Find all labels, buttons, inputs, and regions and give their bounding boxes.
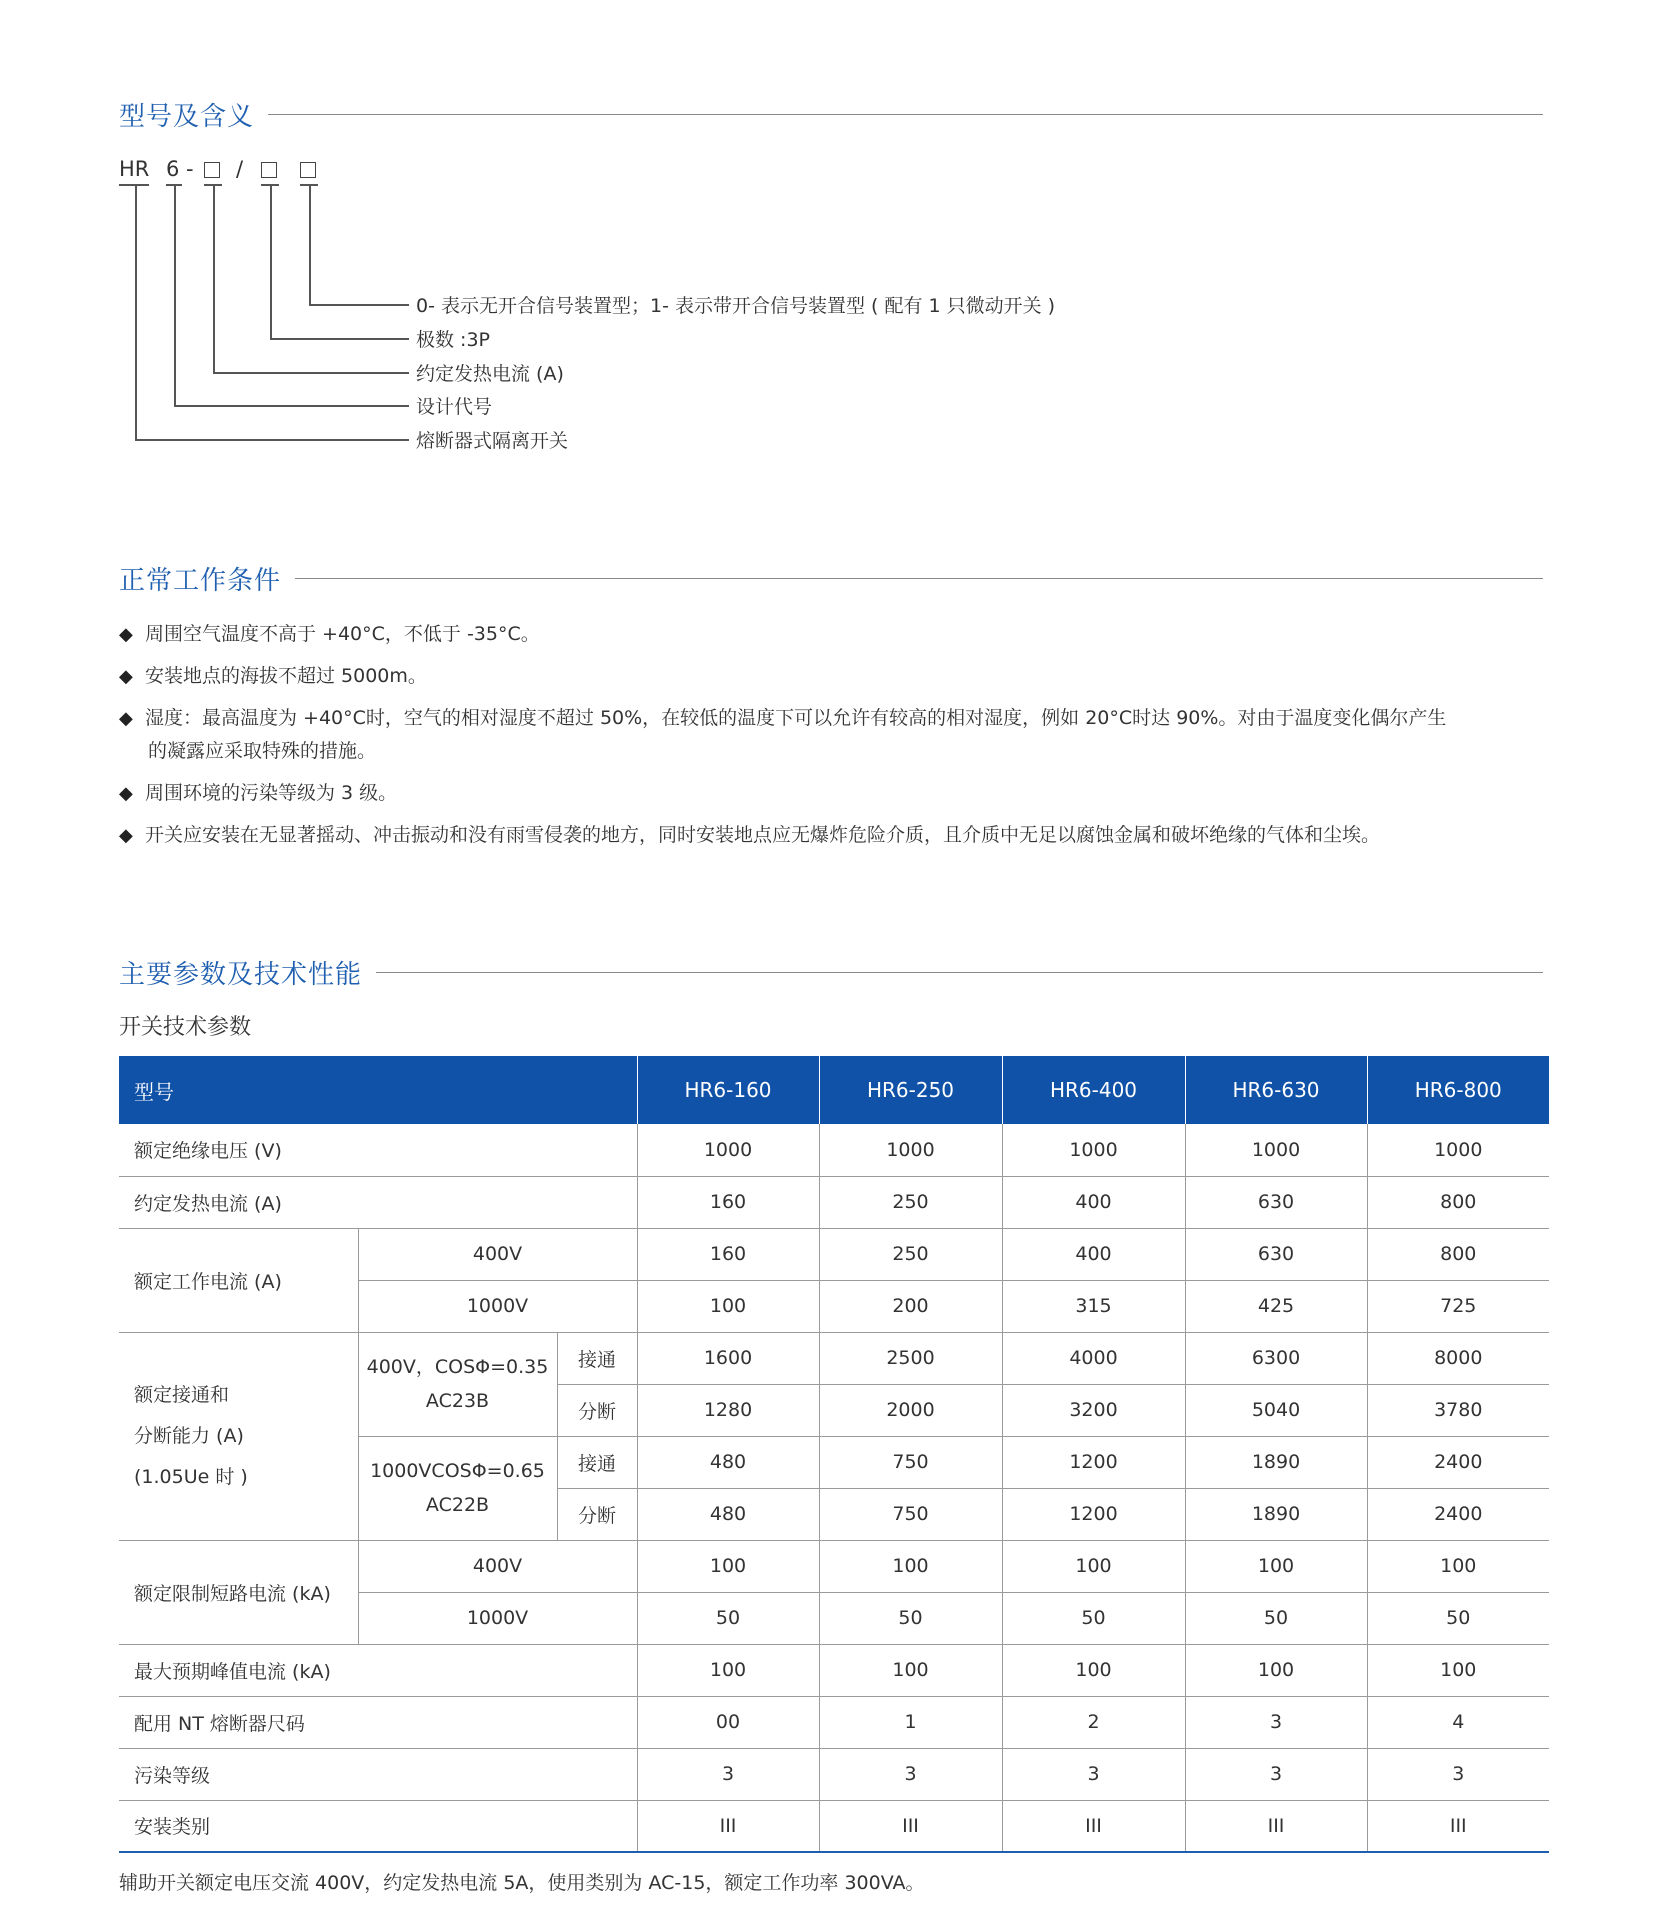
divider: [295, 578, 1543, 579]
table-cell: 50: [1367, 1592, 1549, 1644]
section-title: 型号及含义: [119, 101, 255, 132]
table-row: [119, 1748, 1549, 1800]
row-label: 最大预期峰值电流 (kA): [119, 1644, 637, 1696]
table-cell: 750: [819, 1436, 1002, 1488]
table-cell: 400: [1002, 1228, 1185, 1280]
header-cell: HR6-400: [1002, 1056, 1185, 1124]
table-cell: 2500: [819, 1332, 1002, 1384]
header-cell: HR6-250: [819, 1056, 1002, 1124]
table-cell: 800: [1367, 1228, 1549, 1280]
sub-label: 400V: [358, 1540, 637, 1592]
table-cell: 1200: [1002, 1436, 1185, 1488]
table-cell: 2: [1002, 1696, 1185, 1748]
legend-type: 熔断器式隔离开关: [416, 430, 569, 452]
leader-line: [213, 372, 409, 374]
table-cell: 1: [819, 1696, 1002, 1748]
row-label: 额定限制短路电流 (kA): [119, 1540, 358, 1644]
table-cell: 50: [637, 1592, 819, 1644]
table-cell: 1890: [1185, 1436, 1367, 1488]
table-cell: 3: [819, 1748, 1002, 1800]
table-cell: 250: [819, 1176, 1002, 1228]
table-cell: 2400: [1367, 1436, 1549, 1488]
table-cell: 2000: [819, 1384, 1002, 1436]
sub-label: 400V，COSΦ=0.35 AC23B: [358, 1332, 557, 1436]
header-cell: HR6-800: [1367, 1056, 1549, 1124]
leader-line: [213, 184, 215, 373]
sub-label: 1000V: [358, 1592, 637, 1644]
table-cell: 5040: [1185, 1384, 1367, 1436]
condition-item: ◆ 周围环境的污染等级为 3 级。: [119, 777, 1549, 810]
leader-line: [309, 184, 311, 305]
code-design: 6: [166, 157, 180, 181]
table-cell: 630: [1185, 1176, 1367, 1228]
table-cell: 1280: [637, 1384, 819, 1436]
table-cell: 100: [637, 1540, 819, 1592]
leader-line: [174, 184, 176, 406]
bullet-icon: ◆: [119, 783, 133, 804]
table-cell: 480: [637, 1436, 819, 1488]
placeholder-box-signal: [300, 162, 316, 178]
table-row: [119, 1800, 1549, 1852]
placeholder-box-current: [204, 162, 220, 178]
table-cell: 100: [1367, 1644, 1549, 1696]
row-label: 额定绝缘电压 (V): [119, 1124, 637, 1176]
table-cell: 1000: [1002, 1124, 1185, 1176]
leader-line: [135, 439, 409, 441]
table-cell: 3: [637, 1748, 819, 1800]
table-cell: 100: [1002, 1644, 1185, 1696]
leader-line: [309, 304, 409, 306]
table-cell: III: [637, 1800, 819, 1852]
table-cell: 100: [637, 1280, 819, 1332]
table-row: [119, 1332, 1549, 1384]
table-cell: 800: [1367, 1176, 1549, 1228]
table-cell: 00: [637, 1696, 819, 1748]
table-cell: 1200: [1002, 1488, 1185, 1540]
divider: [376, 972, 1543, 973]
sub-label: 接通: [557, 1436, 637, 1488]
condition-item: ◆ 周围空气温度不高于 +40°C，不低于 -35°C。: [119, 618, 1549, 651]
table-cell: 400: [1002, 1176, 1185, 1228]
table-cell: 6300: [1185, 1332, 1367, 1384]
table-cell: 4000: [1002, 1332, 1185, 1384]
table-cell: 1600: [637, 1332, 819, 1384]
table-cell: 315: [1002, 1280, 1185, 1332]
table-cell: 725: [1367, 1280, 1549, 1332]
table-cell: 750: [819, 1488, 1002, 1540]
table-cell: 100: [1185, 1644, 1367, 1696]
header-cell: HR6-160: [637, 1056, 819, 1124]
table-subtitle: 开关技术参数: [119, 1015, 252, 1040]
row-label: 额定接通和 分断能力 (A) (1.05Ue 时 ): [119, 1332, 358, 1540]
table-cell: 100: [819, 1540, 1002, 1592]
condition-item: ◆ 湿度：最高温度为 +40°C时，空气的相对湿度不超过 50%，在较低的温度下可以允许有较高的相对湿度，例如 20°C时达 90%。对由于温度变化偶尔产生 的凝露应采取特殊的措施。: [119, 702, 1549, 768]
table-cell: 3: [1002, 1748, 1185, 1800]
section-title: 正常工作条件: [119, 565, 282, 596]
sub-label: 1000V: [358, 1280, 637, 1332]
sub-label: 400V: [358, 1228, 637, 1280]
table-row: [119, 1176, 1549, 1228]
table-cell: III: [1002, 1800, 1185, 1852]
code-prefix: HR: [119, 157, 150, 181]
table-cell: 3: [1185, 1748, 1367, 1800]
legend-signal: 0- 表示无开合信号装置型；1- 表示带开合信号装置型 ( 配有 1 只微动开关 ): [416, 295, 1056, 317]
table-row: [119, 1124, 1549, 1176]
bullet-icon: ◆: [119, 624, 133, 645]
table-cell: 100: [1185, 1540, 1367, 1592]
table-cell: III: [819, 1800, 1002, 1852]
leader-line: [135, 184, 137, 440]
header-cell: HR6-630: [1185, 1056, 1367, 1124]
table-cell: 160: [637, 1176, 819, 1228]
row-label: 污染等级: [119, 1748, 637, 1800]
table-row: [119, 1540, 1549, 1592]
sub-label: 接通: [557, 1332, 637, 1384]
table-cell: 50: [1002, 1592, 1185, 1644]
table-cell: 100: [637, 1644, 819, 1696]
table-cell: 100: [1002, 1540, 1185, 1592]
row-label: 安装类别: [119, 1800, 637, 1852]
table-cell: 50: [819, 1592, 1002, 1644]
header-cell: 型号: [119, 1056, 637, 1124]
bullet-icon: ◆: [119, 708, 133, 729]
table-cell: 1890: [1185, 1488, 1367, 1540]
legend-current: 约定发热电流 (A): [416, 363, 564, 385]
table-row: [119, 1696, 1549, 1748]
code-dash: -: [186, 157, 194, 181]
row-label: 约定发热电流 (A): [119, 1176, 637, 1228]
row-label: 额定工作电流 (A): [119, 1228, 358, 1332]
condition-item: ◆ 开关应安装在无显著摇动、冲击振动和没有雨雪侵袭的地方，同时安装地点应无爆炸危险介质，且介质中无足以腐蚀金属和破坏绝缘的气体和尘埃。: [119, 819, 1549, 852]
table-cell: III: [1367, 1800, 1549, 1852]
table-cell: 1000: [637, 1124, 819, 1176]
condition-item: ◆ 安装地点的海拔不超过 5000m。: [119, 660, 1549, 693]
tick: [119, 184, 149, 186]
code-slash: /: [236, 157, 244, 181]
table-cell: III: [1185, 1800, 1367, 1852]
table-cell: 1000: [1185, 1124, 1367, 1176]
section-params-heading: [119, 954, 1543, 990]
table-cell: 160: [637, 1228, 819, 1280]
model-code-diagram: [0, 0, 1654, 480]
table-cell: 2400: [1367, 1488, 1549, 1540]
table-header-row: [119, 1056, 1549, 1124]
table-cell: 50: [1185, 1592, 1367, 1644]
table-cell: 250: [819, 1228, 1002, 1280]
table-cell: 425: [1185, 1280, 1367, 1332]
table-cell: 8000: [1367, 1332, 1549, 1384]
table-cell: 3780: [1367, 1384, 1549, 1436]
legend-poles: 极数 :3P: [416, 329, 490, 351]
table-cell: 100: [819, 1644, 1002, 1696]
table-cell: 1000: [819, 1124, 1002, 1176]
table-cell: 480: [637, 1488, 819, 1540]
footnote: 辅助开关额定电压交流 400V，约定发热电流 5A，使用类别为 AC-15，额定工作功率 300VA。: [119, 1872, 925, 1894]
table-cell: 200: [819, 1280, 1002, 1332]
leader-line: [270, 338, 409, 340]
table-cell: 3: [1185, 1696, 1367, 1748]
table-cell: 630: [1185, 1228, 1367, 1280]
bullet-icon: ◆: [119, 825, 133, 846]
sub-label: 1000VCOSΦ=0.65 AC22B: [358, 1436, 557, 1540]
table-cell: 3200: [1002, 1384, 1185, 1436]
row-label: 配用 NT 熔断器尺码: [119, 1696, 637, 1748]
table-cell: 100: [1367, 1540, 1549, 1592]
section-title: 主要参数及技术性能: [119, 959, 363, 990]
sub-label: 分断: [557, 1384, 637, 1436]
table-cell: 1000: [1367, 1124, 1549, 1176]
sub-label: 分断: [557, 1488, 637, 1540]
table-row: [119, 1644, 1549, 1696]
placeholder-box-poles: [261, 162, 277, 178]
legend-design: 设计代号: [416, 396, 493, 418]
leader-line: [270, 184, 272, 339]
spec-table: [119, 1056, 1549, 1853]
bullet-icon: ◆: [119, 666, 133, 687]
table-cell: 4: [1367, 1696, 1549, 1748]
leader-line: [174, 405, 409, 407]
section-conditions-heading: [119, 560, 1543, 596]
table-row: [119, 1228, 1549, 1280]
table-cell: 3: [1367, 1748, 1549, 1800]
